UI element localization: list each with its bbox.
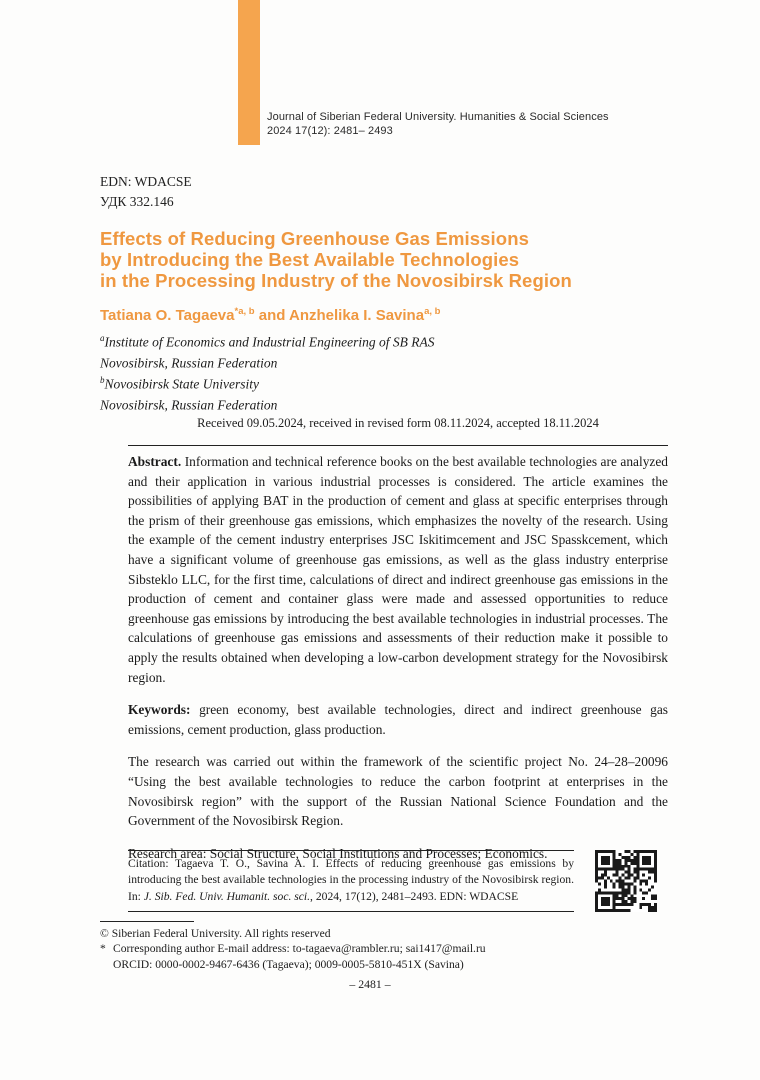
affiliation-text: Novosibirsk State University: [104, 376, 259, 392]
affiliation-line: [100, 351, 660, 372]
title-line: in the Processing Industry of the Novosibirsk Region: [100, 270, 572, 291]
footnote-rule: [100, 921, 194, 922]
authors-connector: and: [254, 307, 290, 324]
keywords-label: Keywords:: [128, 702, 200, 718]
corresponding-author-text: Corresponding author E-mail address: to-tagaeva@rambler.ru; sai1417@mail.ru: [113, 942, 486, 956]
affiliation-text: Institute of Economics and Industrial Engineering of SB RAS: [104, 334, 435, 350]
citation-block: [128, 850, 574, 912]
title-line: by Introducing the Best Available Technologies: [100, 249, 520, 270]
article-meta: [100, 172, 192, 212]
abstract-label: Abstract.: [128, 454, 185, 469]
affiliation-line: [100, 372, 660, 393]
edn-code: EDN: WDACSE: [100, 174, 192, 189]
funding-paragraph: The research was carried out within the framework of the scientific project No. 24–28–20096 “Using the best available technologies to reduce the carbon footprint at enterprises in the Novosibirsk region” with the support of the Russian National Science Foundation and the Government of the Novosibirsk Region.: [128, 754, 668, 829]
authors-line: [100, 306, 660, 324]
affiliations: [100, 330, 660, 414]
received-dates: Received 09.05.2024, received in revised form 08.11.2024, accepted 18.11.2024: [197, 416, 599, 430]
author-name: Tatiana O. Tagaeva: [100, 307, 235, 324]
page-number: – 2481 –: [349, 977, 391, 991]
orcid-line: ORCID: 0000-0002-9467-6436 (Tagaeva); 0009-0005-5810-451X (Savina): [113, 957, 464, 971]
journal-name: Journal of Siberian Federal University. Humanities & Social Sciences: [267, 111, 609, 123]
abstract-paragraph: [128, 452, 668, 687]
author-affiliation-marker: a, b: [424, 306, 441, 317]
article-body: [128, 445, 668, 863]
citation-prefix: Citation: Tagaeva T. O., Savina A. I. Effects of reducing greenhouse gas emissions by introducing the best available technologies in the processing industry of the Novosibirsk region. In:: [128, 857, 574, 903]
qr-code: [595, 850, 657, 912]
keywords-paragraph: [128, 700, 668, 739]
corresponding-author-line: [100, 941, 580, 956]
affiliation-marker: a: [100, 333, 105, 343]
abstract-top-rule: [128, 445, 668, 446]
abstract-text: Information and technical reference books on the best available technologies are analyzed and their application in various industrial processes is considered. The article examines the possibilities of applying BAT in the production of cement and glass at specific enterprises through the prism of their greenhouse gas emissions, which emphasizes the novelty of the research. Using the example of the cement industry enterprises JSC Iskitimcement and JSC Spasskcement, which have a significant volume of greenhouse gas emissions, as well as the glass industry enterprise Sibsteklo LLC, for the first time, calculations of direct and indirect greenhouse gas emissions in the production of cement and container glass were made and assessed opportunities to reduce greenhouse gas emissions by introducing the best available technologies in industrial processes. The calculations of greenhouse gas emissions and assessments of their reduction make it possible to apply the results obtained when developing a low-carbon development strategy for the Novosibirsk region.: [128, 454, 668, 685]
affiliation-line: [100, 393, 660, 414]
citation-journal-abbrev: J. Sib. Fed. Univ. Humanit. soc. sci.: [143, 889, 311, 903]
udk-code: УДК 332.146: [100, 194, 174, 209]
journal-header: [267, 110, 609, 138]
author-name: Anzhelika I. Savina: [289, 307, 425, 324]
asterisk-marker: *: [100, 942, 106, 956]
title-line: Effects of Reducing Greenhouse Gas Emissions: [100, 228, 529, 249]
copyright-line: © Siberian Federal University. All rights reserved: [100, 927, 331, 940]
journal-issue: 2024 17(12): 2481– 2493: [267, 125, 393, 137]
accent-bar: [238, 0, 260, 145]
author-affiliation-marker: *a, b: [234, 306, 255, 317]
citation-suffix: , 2024, 17(12), 2481–2493. EDN: WDACSE: [310, 889, 519, 903]
article-title: [100, 228, 660, 291]
affiliation-line: [100, 330, 660, 351]
affiliation-marker: b: [100, 374, 105, 385]
footnotes: [100, 921, 580, 972]
affiliation-text: Novosibirsk, Russian Federation: [100, 355, 278, 371]
affiliation-text: Novosibirsk, Russian Federation: [100, 397, 278, 413]
keywords-text: green economy, best available technologies, direct and indirect greenhouse gas emissions, cement production, glass production.: [128, 702, 668, 737]
research-area-line: Research area: Social Structure, Social Institutions and Processes; Economics.: [128, 845, 548, 861]
